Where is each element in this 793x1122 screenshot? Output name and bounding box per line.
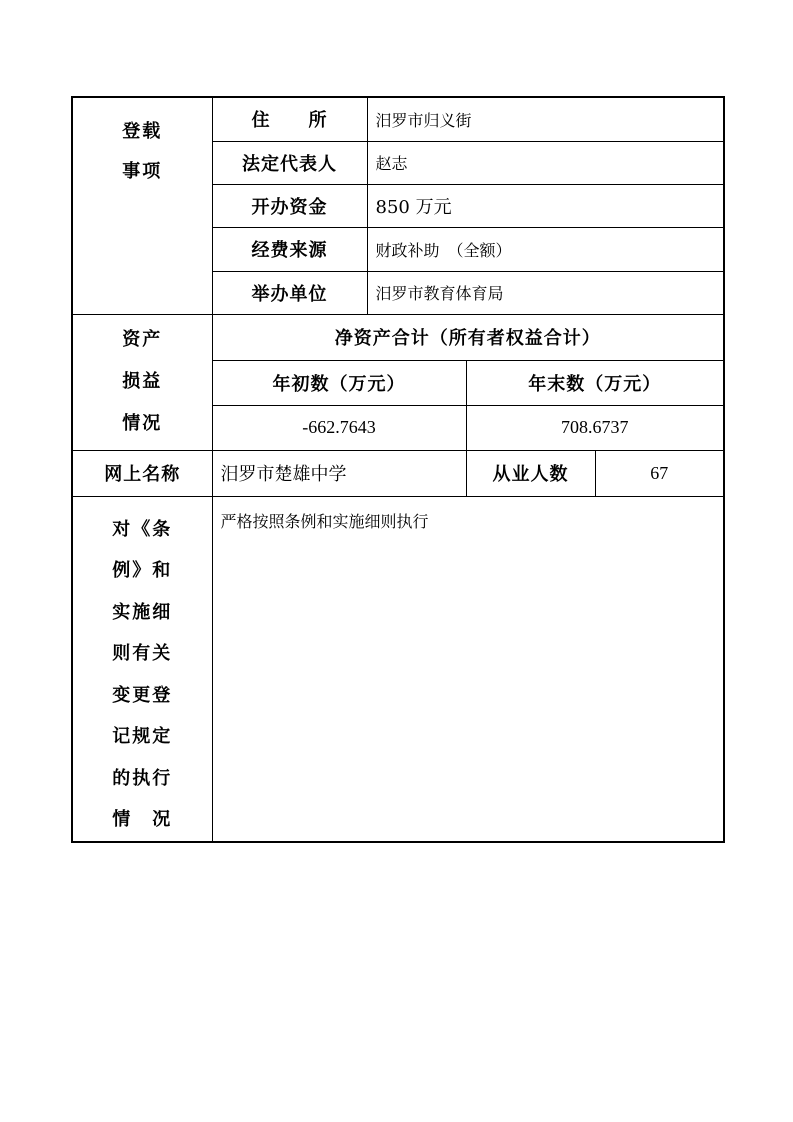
net-assets-header: 净资产合计（所有者权益合计） [212,314,724,360]
compliance-row [72,496,724,842]
begin-year-label: 年初数（万元） [212,360,466,405]
funding-value: 850 万元 [367,184,724,227]
compliance-label-line: 对《条 [112,518,173,540]
registration-label-line: 登载 [122,121,163,142]
end-year-value: 708.6737 [466,405,724,450]
funding-label: 开办资金 [212,184,367,227]
funding-source-value: 财政补助 （全额） [367,227,724,271]
net-assets-header-row [72,314,724,360]
assets-label-line: 情况 [122,413,163,434]
registration-form-table [71,96,725,843]
staff-count-value: 67 [595,450,724,496]
legal-representative-value: 赵志 [367,141,724,184]
address-label: 住 所 [212,97,367,141]
compliance-label-line: 的执行 [112,767,173,789]
legal-representative-label: 法定代表人 [212,141,367,184]
staff-count-label: 从业人数 [466,450,595,496]
compliance-label-line: 实施细 [112,601,173,623]
registration-section-label [72,97,212,314]
assets-label-line: 损益 [122,371,163,392]
compliance-label-line: 记规定 [112,726,173,747]
assets-label-line: 资产 [122,329,163,350]
compliance-label-line: 例》和 [112,560,173,581]
address-row [72,97,724,141]
compliance-label-line: 则有关 [112,643,173,664]
begin-year-value: -662.7643 [212,405,466,450]
end-year-label: 年末数（万元） [466,360,724,405]
address-value: 汨罗市归义街 [367,97,724,141]
online-name-row [72,450,724,496]
funding-source-label: 经费来源 [212,227,367,271]
online-name-label: 网上名称 [72,450,212,496]
assets-section-label [72,314,212,450]
online-name-value: 汨罗市楚雄中学 [212,450,466,496]
sponsor-label: 举办单位 [212,271,367,314]
compliance-section-label [72,496,212,842]
compliance-label-line: 情 况 [112,809,173,830]
sponsor-value: 汨罗市教育体育局 [367,271,724,314]
compliance-value: 严格按照条例和实施细则执行 [212,496,724,842]
registration-label-line: 事项 [122,161,163,182]
compliance-label-line: 变更登 [112,684,173,706]
